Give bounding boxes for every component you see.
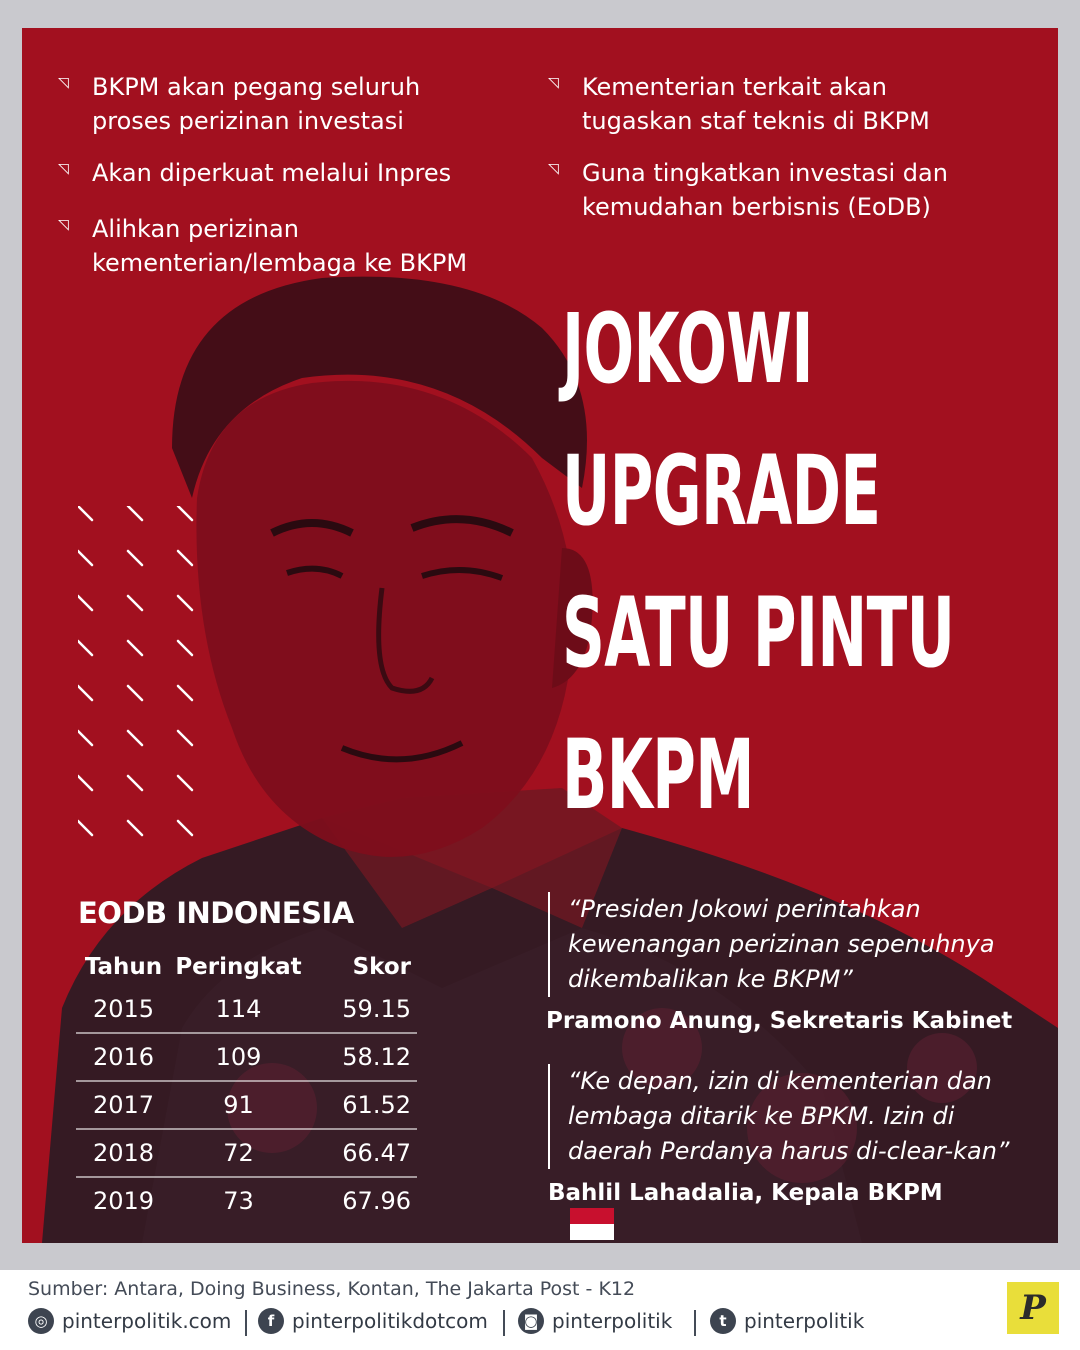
quote-line: kewenangan perizinan sepenuhnya — [568, 930, 995, 958]
social-link-instagram[interactable] — [518, 1308, 672, 1334]
divider — [503, 1310, 505, 1336]
score-cell: 66.47 — [306, 1129, 417, 1177]
bullet-marker-icon: ◹ — [58, 161, 69, 177]
slash-mark — [178, 731, 192, 745]
headline-line-4: BKPM — [562, 719, 754, 831]
bullet-marker-icon: ◹ — [548, 75, 559, 91]
divider — [245, 1310, 247, 1336]
score-cell: 58.12 — [306, 1033, 417, 1081]
bullet-staf-teknis: ◹ Kementerian terkait akan tugaskan staf teknis di BKPM — [548, 73, 930, 135]
instagram-icon: ◙ — [518, 1308, 544, 1334]
table-row — [76, 1129, 417, 1177]
quote-line: lembaga ditarik ke BPKM. Izin di — [568, 1102, 955, 1130]
bullet-inpres: ◹ Akan diperkuat melalui Inpres — [58, 159, 452, 187]
eodb-table-title: EODB INDONESIA — [78, 896, 354, 930]
bullet-eodb: ◹ Guna tingkatkan investasi dan kemudahan berbisnis (EoDB) — [548, 159, 948, 221]
decorative-slash-pattern — [78, 506, 218, 866]
table-row — [76, 986, 417, 1033]
slash-mark — [178, 596, 192, 610]
year-cell: 2018 — [76, 1129, 171, 1177]
slash-mark — [128, 551, 142, 565]
rank-cell: 72 — [171, 1129, 306, 1177]
table-row — [76, 1033, 417, 1081]
social-link-facebook[interactable] — [258, 1308, 488, 1334]
slash-mark — [178, 821, 192, 835]
year-cell: 2015 — [76, 986, 171, 1033]
headline — [562, 278, 954, 846]
twitter-icon: t — [710, 1308, 736, 1334]
bullet-marker-icon: ◹ — [548, 161, 559, 177]
facebook-icon: f — [258, 1308, 284, 1334]
pinterpolitik-logo: P — [1007, 1282, 1059, 1334]
slash-mark — [78, 551, 92, 565]
quote-line: dikembalikan ke BKPM” — [568, 965, 853, 993]
social-link-website[interactable] — [28, 1308, 231, 1334]
headline-line-1: JOKOWI — [562, 293, 813, 405]
table-row — [76, 1081, 417, 1129]
rank-cell: 73 — [223, 1187, 254, 1215]
score-cell: 61.52 — [306, 1081, 417, 1129]
rank-cell: 91 — [171, 1081, 306, 1129]
rank-cell: 109 — [171, 1033, 306, 1081]
slash-mark — [128, 731, 142, 745]
column-header-tahun: Tahun — [84, 954, 163, 980]
slash-mark — [178, 551, 192, 565]
quote-pramono — [548, 892, 1038, 997]
slash-mark — [128, 776, 142, 790]
social-link-twitter[interactable] — [710, 1308, 864, 1334]
slash-mark — [78, 641, 92, 655]
column-header-skor: Skor — [352, 954, 411, 980]
social-label: pinterpolitikdotcom — [292, 1309, 488, 1333]
slash-mark — [178, 506, 192, 520]
score-cell: 59.15 — [306, 986, 417, 1033]
rank-cell: 114 — [171, 986, 306, 1033]
divider — [694, 1310, 696, 1336]
slash-mark — [78, 776, 92, 790]
quote-line: daerah Perdanya harus di-clear-kan” — [568, 1137, 1010, 1165]
social-label: pinterpolitik.com — [62, 1309, 232, 1333]
slash-mark — [78, 596, 92, 610]
bullet-alihkan: ◹ Alihkan perizinan kementerian/lembaga ke BKPM — [58, 215, 468, 277]
table-header-row — [76, 948, 417, 986]
social-label: pinterpolitik — [744, 1309, 865, 1333]
bullet-bkpm-pegang: ◹ BKPM akan pegang seluruh proses perizinan investasi — [58, 73, 421, 135]
footer — [0, 1270, 1080, 1350]
social-label: pinterpolitik — [552, 1309, 673, 1333]
year-cell: 2017 — [76, 1081, 171, 1129]
bullet-marker-icon: ◹ — [58, 75, 69, 91]
slash-mark — [78, 506, 92, 520]
slash-mark — [78, 821, 92, 835]
source-text: Sumber: Antara, Doing Business, Kontan, The Jakarta Post - K12 — [28, 1278, 636, 1300]
quote-line: “Ke depan, izin di kementerian dan — [568, 1067, 992, 1095]
table-row — [76, 1177, 417, 1224]
bullet-marker-icon: ◹ — [58, 217, 69, 233]
slash-mark — [178, 776, 192, 790]
score-cell: 67.96 — [342, 1187, 411, 1215]
slash-mark — [128, 596, 142, 610]
headline-line-2: UPGRADE — [562, 435, 881, 547]
column-header-peringkat: Peringkat — [175, 954, 302, 980]
year-cell: 2016 — [76, 1033, 171, 1081]
quote-author-pramono: Pramono Anung, Sekretaris Kabinet — [546, 1008, 1013, 1034]
year-cell: 2019 — [92, 1187, 155, 1215]
infographic-panel — [22, 28, 1058, 1243]
eodb-table — [76, 948, 417, 1224]
slash-mark — [128, 506, 142, 520]
quote-line: “Presiden Jokowi perintahkan — [568, 895, 921, 923]
slash-mark — [78, 686, 92, 700]
quote-bahlil — [548, 1064, 1058, 1169]
slash-mark — [128, 641, 142, 655]
headline-line-3: SATU PINTU — [562, 577, 955, 689]
slash-mark — [128, 686, 142, 700]
slash-mark — [128, 821, 142, 835]
slash-mark — [78, 731, 92, 745]
slash-mark — [178, 686, 192, 700]
globe-icon: ◎ — [28, 1308, 54, 1334]
slash-mark — [178, 641, 192, 655]
quote-author-bahlil: Bahlil Lahadalia, Kepala BKPM — [548, 1180, 943, 1206]
